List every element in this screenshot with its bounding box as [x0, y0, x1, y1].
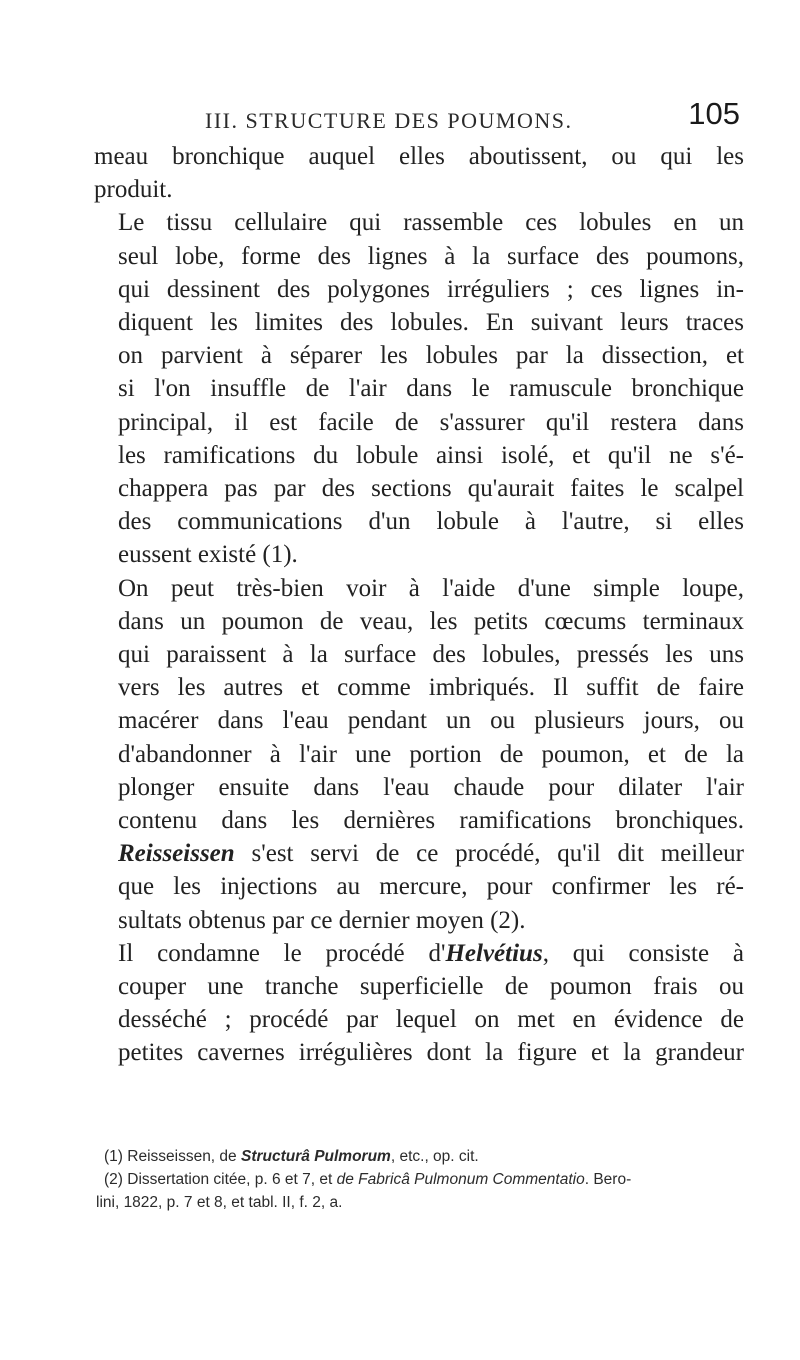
cited-title: de Fabricâ Pulmonum Commentatio	[336, 1171, 585, 1188]
text-fragment: s'est servi de ce procédé, qu'il dit meilleur	[234, 840, 744, 868]
footnote-line	[104, 1145, 744, 1168]
running-title: III. STRUCTURE DES POUMONS.	[205, 108, 573, 133]
text-fragment: , qui consiste à	[542, 939, 744, 967]
author-name-reisseissen: Reisseissen	[118, 840, 235, 868]
text-fragment: , etc., op. cit.	[390, 1148, 479, 1165]
text-line: vers les autres et comme imbriqués. Il suffit de faire	[118, 674, 744, 702]
text-line: couper une tranche superficielle de poumon frais ou	[118, 973, 744, 1001]
text-line: que les injections au mercure, pour confirmer les ré-	[118, 873, 744, 901]
footnote-line	[104, 1168, 744, 1191]
text-line: seul lobe, forme des lignes à la surface des poumons,	[118, 242, 744, 270]
paragraph-1	[94, 140, 744, 206]
text-line: qui paraissent à la surface des lobules, pressés les uns	[118, 641, 744, 669]
text-line: diquent les limites des lobules. En suivant leurs traces	[118, 309, 744, 337]
text-fragment: (2) Dissertation citée, p. 6 et 7, et	[104, 1171, 337, 1188]
text-line: macérer dans l'eau pendant un ou plusieurs jours, ou	[118, 707, 744, 735]
text-fragment: Il condamne le procédé d'	[118, 939, 446, 967]
paragraph-3	[94, 572, 744, 937]
body-text	[94, 140, 744, 1070]
text-line: d'abandonner à l'air une portion de poumon, et de la	[118, 740, 744, 768]
footnotes	[96, 1145, 744, 1214]
author-name-helvetius: Helvétius	[445, 939, 543, 967]
text-line	[94, 937, 744, 970]
paragraph-2	[94, 206, 744, 571]
text-line: si l'on insuffle de l'air dans le ramuscule bronchique	[118, 375, 744, 403]
cited-title: Structurâ Pulmorum	[240, 1148, 391, 1165]
text-line	[94, 837, 744, 870]
text-line: plonger ensuite dans l'eau chaude pour dilater l'air	[118, 773, 744, 801]
text-line: produit.	[94, 176, 173, 204]
text-line: principal, il est facile de s'assurer qu'il restera dans	[118, 408, 744, 436]
text-line: on parvient à séparer les lobules par la dissection, et	[118, 342, 744, 370]
page-number: 105	[688, 96, 740, 131]
text-line: chappera pas par des sections qu'aurait faites le scalpel	[118, 475, 744, 503]
text-line: eussent existé (1).	[118, 541, 298, 569]
footnote-2	[96, 1168, 744, 1214]
text-line: sultats obtenus par ce dernier moyen (2).	[118, 906, 526, 934]
text-line: dans un poumon de veau, les petits cœcums terminaux	[118, 607, 744, 635]
running-head	[95, 96, 740, 142]
text-line: qui dessinent des polygones irréguliers ; ces lignes in-	[118, 275, 744, 303]
text-line: Le tissu cellulaire qui rassemble ces lobules en un	[118, 209, 744, 237]
footnote-line: lini, 1822, p. 7 et 8, et tabl. II, f. 2, a.	[96, 1194, 343, 1211]
text-fragment: . Bero-	[584, 1171, 632, 1188]
footnote-1	[96, 1145, 744, 1168]
text-line: meau bronchique auquel elles aboutissent, ou qui les	[94, 143, 744, 170]
text-line: petites cavernes irrégulières dont la figure et la grandeur	[118, 1039, 744, 1067]
paragraph-4	[94, 937, 744, 1070]
text-line: des communications d'un lobule à l'autre, si elles	[118, 508, 744, 536]
text-line: On peut très-bien voir à l'aide d'une simple loupe,	[118, 574, 744, 602]
text-line: contenu dans les dernières ramifications bronchiques.	[118, 807, 744, 835]
text-fragment: (1) Reisseissen, de	[104, 1148, 241, 1165]
text-line: desséché ; procédé par lequel on met en évidence de	[118, 1006, 744, 1034]
text-line: les ramifications du lobule ainsi isolé, et qu'il ne s'é-	[118, 441, 744, 469]
